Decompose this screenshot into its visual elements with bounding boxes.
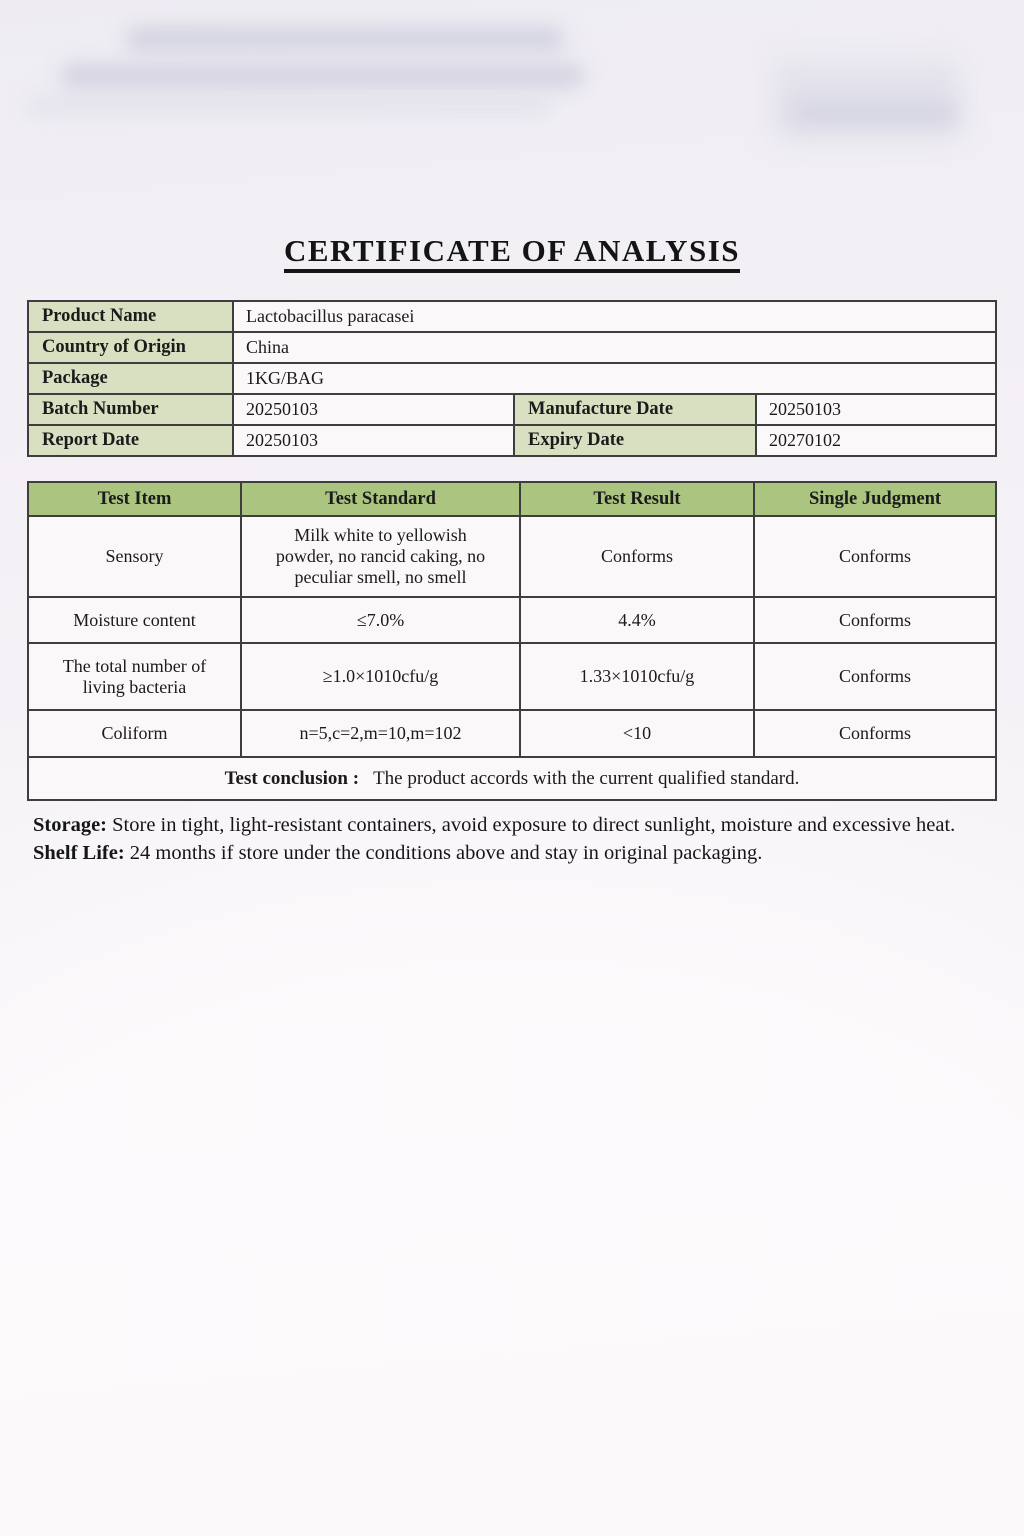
test-result-cell: 1.33×1010cfu/g <box>520 643 754 710</box>
expiry-date-value: 20270102 <box>756 425 996 456</box>
country-of-origin-label: Country of Origin <box>28 332 233 363</box>
table-header-row <box>28 482 996 516</box>
test-conclusion-text: The product accords with the current qualified standard. <box>373 767 800 789</box>
product-info-table <box>27 300 997 457</box>
single-judgment-header: Single Judgment <box>754 482 996 516</box>
product-name-value: Lactobacillus paracasei <box>233 301 996 332</box>
test-standard-cell: ≤7.0% <box>241 597 520 643</box>
shelf-life-label: Shelf Life: <box>33 842 125 865</box>
manufacture-date-value: 20250103 <box>756 394 996 425</box>
test-item-cell: Moisture content <box>28 597 241 643</box>
redacted-smudge <box>60 64 585 88</box>
table-row <box>28 301 996 332</box>
report-date-label: Report Date <box>28 425 233 456</box>
product-name-label: Product Name <box>28 301 233 332</box>
table-row <box>28 394 996 425</box>
test-result-cell: Conforms <box>520 516 754 597</box>
table-row <box>28 332 996 363</box>
package-value: 1KG/BAG <box>233 363 996 394</box>
table-row <box>28 597 996 643</box>
redacted-smudge <box>772 60 962 140</box>
shelf-life-text: 24 months if store under the conditions above and stay in original packaging. <box>124 842 763 865</box>
batch-number-label: Batch Number <box>28 394 233 425</box>
test-standard-cell: ≥1.0×1010cfu/g <box>241 643 520 710</box>
test-item-cell: Coliform <box>28 710 241 757</box>
title-wrap <box>0 234 1024 273</box>
test-item-header: Test Item <box>28 482 241 516</box>
table-row <box>28 710 996 757</box>
country-of-origin-value: China <box>233 332 996 363</box>
redacted-smudge <box>790 102 958 124</box>
expiry-date-label: Expiry Date <box>514 425 756 456</box>
redacted-smudge <box>125 28 565 50</box>
batch-number-value: 20250103 <box>233 394 514 425</box>
table-row <box>28 643 996 710</box>
test-item-cell: Sensory <box>28 516 241 597</box>
single-judgment-cell: Conforms <box>754 597 996 643</box>
storage-text: Store in tight, light-resistant containers, avoid exposure to direct sunlight, moisture and excessive heat. <box>107 814 956 837</box>
package-label: Package <box>28 363 233 394</box>
conclusion-row <box>28 757 996 800</box>
test-result-cell: 4.4% <box>520 597 754 643</box>
page-title: CERTIFICATE OF ANALYSIS <box>284 234 740 273</box>
test-results-table <box>27 481 997 801</box>
single-judgment-cell: Conforms <box>754 710 996 757</box>
notes-section <box>33 812 985 868</box>
report-date-value: 20250103 <box>233 425 514 456</box>
test-standard-cell: Milk white to yellowish powder, no rancid caking, no peculiar smell, no smell <box>241 516 520 597</box>
shelf-life-note <box>33 840 985 867</box>
redacted-header <box>0 0 1024 210</box>
test-conclusion-label: Test conclusion : <box>224 767 360 789</box>
manufacture-date-label: Manufacture Date <box>514 394 756 425</box>
redacted-smudge <box>28 97 553 114</box>
table-row <box>28 516 996 597</box>
test-standard-cell: n=5,c=2,m=10,m=102 <box>241 710 520 757</box>
table-row <box>28 425 996 456</box>
storage-label: Storage: <box>33 814 108 837</box>
test-conclusion-cell <box>28 757 996 800</box>
single-judgment-cell: Conforms <box>754 643 996 710</box>
test-result-header: Test Result <box>520 482 754 516</box>
test-item-cell: The total number of living bacteria <box>28 643 241 710</box>
test-standard-header: Test Standard <box>241 482 520 516</box>
table-row <box>28 363 996 394</box>
test-result-cell: <10 <box>520 710 754 757</box>
single-judgment-cell: Conforms <box>754 516 996 597</box>
storage-note <box>33 812 985 839</box>
